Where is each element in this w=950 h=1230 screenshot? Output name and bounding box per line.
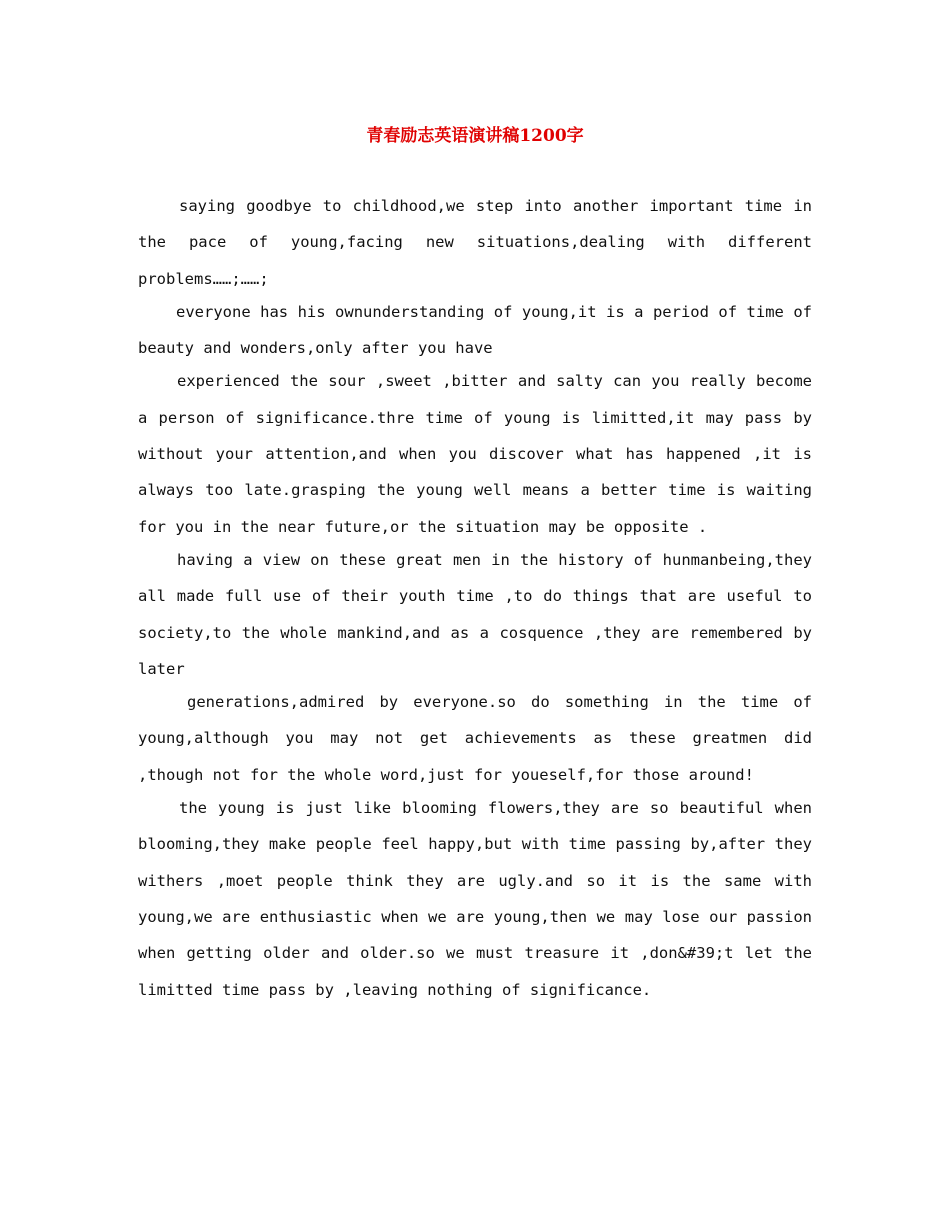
paragraph-3: experienced the sour ,sweet ,bitter and salty can you really become a person of significance.thre time of young is limitted,it may pass by without your attention,and when you discover what has happened ,it is always too late.grasping the young well means a better time is waiting for you in the near future,or the situation may be opposite . [138, 372, 812, 536]
paragraph-1: saying goodbye to childhood,we step into another important time in the pace of young,facing new situations,dealing with different problems……;……; [138, 197, 812, 288]
paragraph-5: generations,admired by everyone.so do something in the time of young,although you may not get achievements as these greatmen did ,though not for the whole word,just for youeself,for those around! [138, 693, 812, 784]
paragraph-6: the young is just like blooming flowers,they are so beautiful when blooming,they make people feel happy,but with time passing by,after they withers ,moet people think they are ugly.and so it is the same with young,we are enthusiastic when we are young,then we may lose our passion when getting older and older.so we must treasure it ,don&#39;t let the limitted time pass by ,leaving nothing of significance. [138, 799, 812, 999]
document-title: 青春励志英语演讲稿1200字 [366, 126, 584, 146]
paragraph-2: everyone has his ownunderstanding of young,it is a period of time of beauty and wonders,only after you have [138, 302, 812, 358]
paragraph-4: having a view on these great men in the history of hunmanbeing,they all made full use of their youth time ,to do things that are useful to society,to the whole mankind,and as a cosquence ,they are remembered by later [138, 550, 812, 678]
document-body [138, 188, 812, 1008]
